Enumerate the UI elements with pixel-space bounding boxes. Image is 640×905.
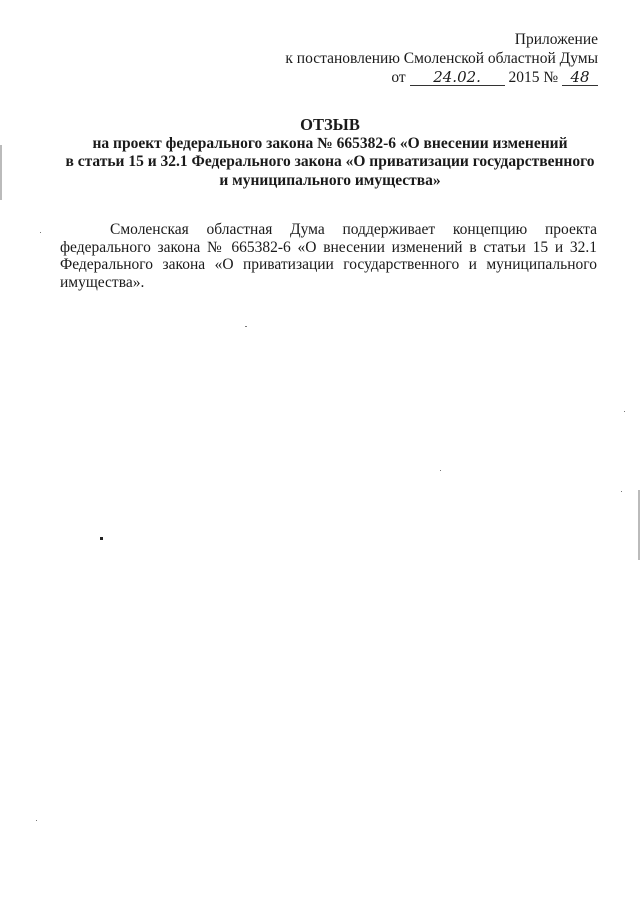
- scan-speck: [440, 470, 441, 471]
- scan-speck: [245, 326, 247, 327]
- resolution-reference: к постановлению Смоленской областной Думы: [285, 50, 598, 67]
- scan-speck: [40, 232, 41, 233]
- scan-speck: [624, 411, 625, 412]
- title-line-2: в статьи 15 и 32.1 Федерального закона «О приватизации государственного: [65, 153, 595, 170]
- document-title: [60, 116, 600, 190]
- scan-speck: [36, 820, 37, 821]
- scan-speck: [100, 537, 103, 540]
- body-paragraph: Смоленская областная Дума поддерживает концепцию проекта федерального закона № 665382-6 «О внесении изменений в статьи 15 и 32.1 Федерального закона «О приватизации государственного и муниципального имущества».: [60, 221, 597, 291]
- number-sign: №: [543, 69, 559, 86]
- handwritten-number: 48: [570, 68, 590, 86]
- title-line-3: и муниципального имущества»: [219, 171, 441, 189]
- number-field: [562, 70, 598, 86]
- appendix-label: Приложение: [514, 31, 598, 48]
- date-field: [410, 70, 505, 86]
- scan-edge-left: [0, 145, 2, 200]
- appendix-header: [285, 30, 598, 87]
- title-main: ОТЗЫВ: [300, 115, 360, 134]
- date-prefix: от: [391, 69, 406, 86]
- date-number-line: [285, 68, 598, 87]
- handwritten-date: 24.02.: [433, 68, 481, 86]
- year: 2015: [508, 69, 540, 86]
- title-line-1: на проект федерального закона № 665382-6 «О внесении изменений: [92, 134, 568, 152]
- scan-speck: [621, 491, 622, 492]
